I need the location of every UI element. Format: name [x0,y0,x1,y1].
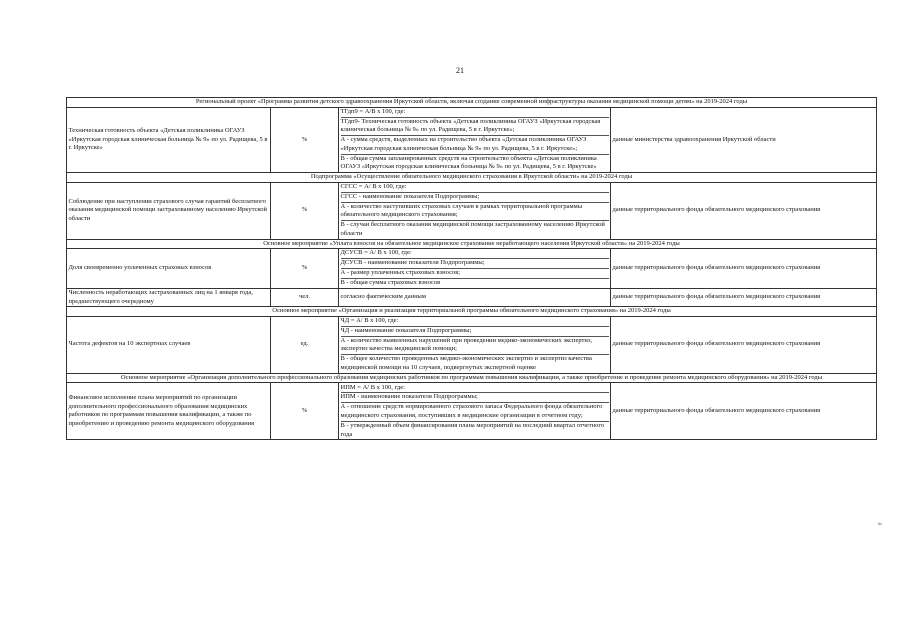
page-number: 21 [456,66,464,75]
section-header-row [67,373,877,383]
method-line: ДСУСВ - наименование показателя Подпрограммы; [341,259,609,269]
method-line: СГСС - наименование показателя Подпрограммы; [341,193,609,203]
method-line: СГСС = А/ В x 100, где: [341,183,609,193]
indicator-row [67,107,877,173]
section-header-row [67,239,877,249]
calculation-method [339,316,611,373]
method-line: А - сумма средств, выделенных на строительство объекта «Детская поликлиника ОГАУЗ «Иркутская городская клиническая больница № 9» по ул. Радищева, 5 в г. Иркутске»; [341,136,609,155]
data-source: данные территориального фонда обязательного медицинского страхования [611,182,877,239]
section-header: Основное мероприятие «Уплата взносов на обязательное медицинское страхование неработающего населения Иркутской области» на 2019-2024 годы [67,239,877,249]
indicator-row [67,182,877,239]
data-source: данные территориального фонда обязательного медицинского страхования [611,249,877,289]
method-line: А - размер уплаченных страховых взносов; [341,269,609,279]
method-line: ИПМ - наименование показателя Подпрограммы; [341,393,609,403]
data-source: данные территориального фонда обязательного медицинского страхования [611,316,877,373]
calculation-method [339,182,611,239]
section-header: Основное мероприятие «Организация дополнительного профессионального образования медицинских работников по программам повышения квалификации, а также приобретение и проведение ремонта медицинского оборудования» на 2019-2024 годы [67,373,877,383]
indicator-name: Финансовое исполнение плана мероприятий по организации дополнительного профессионального образования медицинских работников по программам повышения квалификации, а также по приобретению и проведению ремонта медицинского оборудования [67,383,271,440]
data-source: данные министерства здравоохранения Иркутской области [611,107,877,173]
section-header-row [67,173,877,183]
section-header-row [67,98,877,108]
indicator-name: Соблюдение при наступлении страхового случая гарантий бесплатного оказания медицинской помощи застрахованному населению Иркутской области [67,182,271,239]
indicator-row [67,289,877,307]
section-header: Подпрограмма «Осуществление обязательного медицинского страхования в Иркутской области» на 2019-2024 годы [67,173,877,183]
section-header-row [67,307,877,317]
indicator-row [67,383,877,440]
method-line: В - случаи бесплатного оказания медицинской помощи застрахованному населению Иркутской области [340,221,605,237]
indicator-unit: % [271,182,339,239]
calculation-method [339,383,611,440]
method-line: А - количество выявленных нарушений при проведении медико-экономических экспертиз, экспертиз качества медицинской помощи; [341,337,609,356]
indicator-unit: % [271,249,339,289]
section-header: Основное мероприятие «Организация и реализация территориальной программы обязательного медицинского страхования» на 2019-2024 годы [67,307,877,317]
calculation-method [339,107,611,173]
data-source: данные территориального фонда обязательного медицинского страхования [611,383,877,440]
indicator-name: Частота дефектов на 10 экспертных случаев [67,316,271,373]
indicator-unit: % [271,383,339,440]
method-line: ДСУСВ = А/ В x 100, где: [341,249,609,259]
method-line: ЧД - наименование показателя Подпрограммы; [341,327,609,337]
method-line: А - количество наступивших страховых случаев в рамках территориальной программы обязательного медицинского страхования; [341,203,609,222]
indicator-unit: чел. [271,289,339,307]
method-line: В - общая сумма запланированных средств на строительство объекта «Детская поликлиника ОГАУЗ «Иркутская городская клиническая больница № 9» по ул. Радищева, 5 в г. Иркутске» [340,154,597,171]
method-line: ТГдп9- Техническая готовность объекта «Детская поликлиника ОГАУЗ «Иркутская городская клиническая больница № 9» по ул. Радищева, 5 в г. Иркутске»; [341,118,609,137]
method-line: В - общая сумма страховых взносов [340,279,441,287]
method-line: В - общее количество проведенных медико-экономических экспертиз и экспертиз качества медицинской помощи на 10 случаев, подвергнутых экспертной оценке [340,355,592,371]
calculation-method [339,249,611,289]
section-header: Региональный проект «Программа развития детского здравоохранения Иркутской области, включая создание современной инфраструктуры оказания медицинской помощи детям» на 2019-2024 годы [67,98,877,108]
method-line: А - отношение средств нормированного страхового запаса Федерального фонда обязательного медицинского страхования, поступивших в медицинские организации в отчетном году; [341,403,609,422]
indicator-row [67,249,877,289]
method-line: ИПМ = А/ В x 100, где: [341,383,609,393]
data-source: данные территориального фонда обязательного медицинского страхования [611,289,877,307]
method-line: ТГдп9 = А/В x 100, где: [341,108,609,118]
indicator-name: Численность неработающих застрахованных лиц на 1 января года, предшествующего очередному [67,289,271,307]
indicator-name: Техническая готовность объекта «Детская поликлиника ОГАУЗ «Иркутская городская клиническая больница № 9» по ул. Радищева, 5 в г. Иркутске» [67,107,271,173]
indicator-unit: % [271,107,339,173]
method-line: ЧД = А/ В x 100, где: [341,317,609,327]
calculation-method: согласно фактическим данным [339,289,611,307]
indicator-unit: ед. [271,316,339,373]
indicator-row [67,316,877,373]
indicator-name: Доля своевременно уплаченных страховых взносов [67,249,271,289]
indicators-table [66,97,877,440]
method-line: В - утвержденный объем финансирования плана мероприятий на последний квартал отчетного года [340,421,605,438]
closing-quote-mark: ». [878,521,883,527]
